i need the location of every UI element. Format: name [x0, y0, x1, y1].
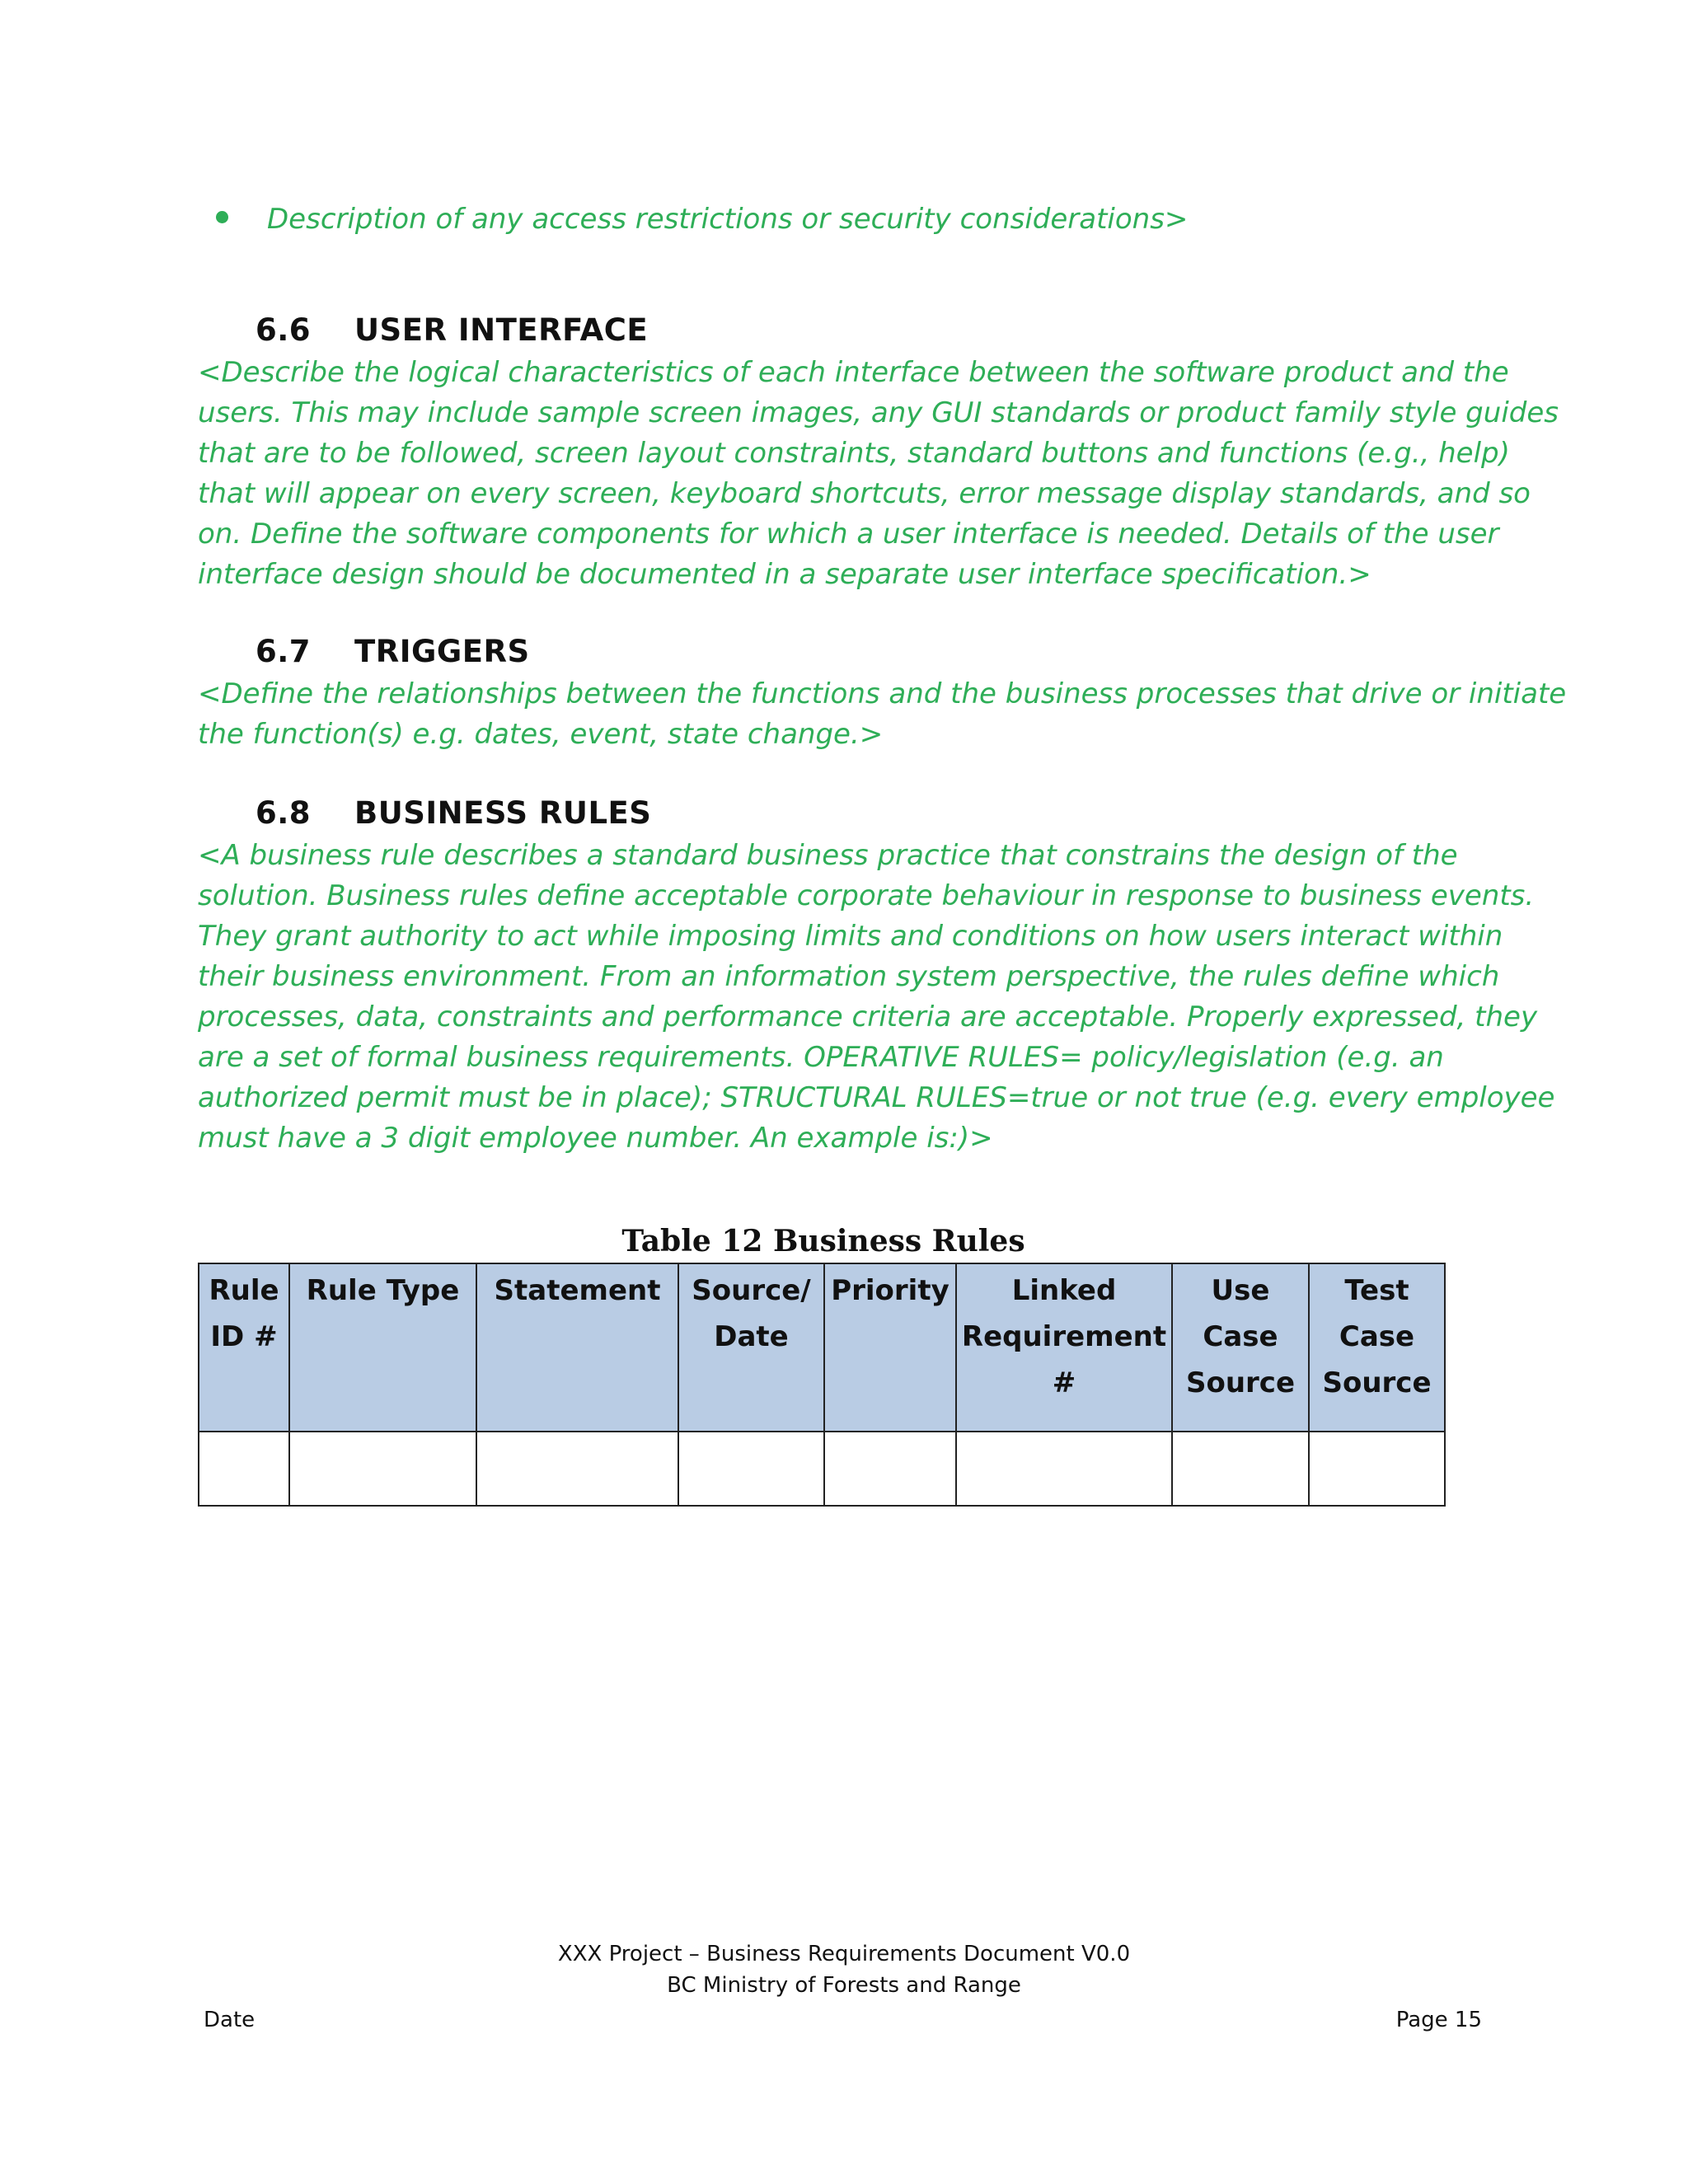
column-header-priority: Priority — [824, 1263, 956, 1432]
table-cell[interactable] — [476, 1432, 678, 1506]
table-cell[interactable] — [824, 1432, 956, 1506]
paragraph-line: the function(s) e.g. dates, event, state change.> — [198, 718, 884, 751]
table-cell[interactable] — [678, 1432, 824, 1506]
paragraph-line: processes, data, constraints and performance criteria are acceptable. Properly expressed, they — [198, 1001, 1538, 1033]
footer-document-title: XXX Project – Business Requirements Document V0.0 — [557, 1942, 1131, 1966]
footer-organization: BC Ministry of Forests and Range — [667, 1973, 1021, 1998]
column-header-rule-id: Rule ID # — [199, 1263, 289, 1432]
table-caption: Table 12 Business Rules — [621, 1224, 1025, 1258]
bullet-dot-icon — [216, 211, 228, 223]
paragraph-line: are a set of formal business requirements. OPERATIVE RULES= policy/legislation (e.g. an — [198, 1041, 1444, 1074]
section-title: USER INTERFACE — [354, 312, 649, 348]
paragraph-line: solution. Business rules define acceptable corporate behaviour in response to business events. — [198, 879, 1535, 912]
section-heading-triggers — [256, 633, 530, 671]
section-body-user-interface — [198, 353, 1559, 595]
table-cell[interactable] — [289, 1432, 476, 1506]
table-cell[interactable] — [956, 1432, 1172, 1506]
paragraph-line: <A business rule describes a standard business practice that constrains the design of the — [198, 839, 1458, 872]
section-number: 6.6 — [256, 312, 312, 348]
table-header-row — [199, 1263, 1445, 1432]
paragraph-line: <Describe the logical characteristics of each interface between the software product and the — [198, 356, 1509, 389]
footer-page-number: Page 15 — [1395, 2008, 1482, 2032]
paragraph-line: must have a 3 digit employee number. An example is:)> — [198, 1122, 993, 1155]
section-body-business-rules — [198, 836, 1555, 1159]
footer-date: Date — [204, 2008, 256, 2032]
paragraph-line: that will appear on every screen, keyboard shortcuts, error message display standards, and so — [198, 477, 1531, 510]
paragraph-line: that are to be followed, screen layout constraints, standard buttons and functions (e.g., help) — [198, 437, 1510, 470]
bullet-item — [216, 199, 1502, 242]
table-cell[interactable] — [1172, 1432, 1309, 1506]
paragraph-line: authorized permit must be in place); STRUCTURAL RULES=true or not true (e.g. every employee — [198, 1081, 1555, 1114]
paragraph-line: users. This may include sample screen images, any GUI standards or product family style guides — [198, 396, 1559, 429]
column-header-linked-requirement: Linked Requirement # — [956, 1263, 1172, 1432]
section-number: 6.8 — [256, 795, 312, 831]
column-header-test-case-source: Test Case Source — [1309, 1263, 1445, 1432]
section-heading-business-rules — [256, 794, 651, 832]
section-heading-user-interface — [256, 312, 648, 349]
section-number: 6.7 — [256, 634, 312, 669]
table-cell[interactable] — [199, 1432, 289, 1506]
table-cell[interactable] — [1309, 1432, 1445, 1506]
paragraph-line: <Define the relationships between the functions and the business processes that drive or initiate — [198, 677, 1567, 710]
paragraph-line: They grant authority to act while imposing limits and conditions on how users interact within — [198, 920, 1503, 953]
section-title: TRIGGERS — [354, 634, 530, 669]
paragraph-line: their business environment. From an information system perspective, the rules define which — [198, 960, 1500, 993]
business-rules-table — [198, 1263, 1446, 1507]
column-header-source-date: Source/ Date — [678, 1263, 824, 1432]
bullet-text: Description of any access restrictions or security considerations> — [267, 203, 1189, 236]
column-header-rule-type: Rule Type — [289, 1263, 476, 1432]
table-row — [199, 1432, 1445, 1506]
paragraph-line: interface design should be documented in a separate user interface specification.> — [198, 558, 1372, 591]
paragraph-line: on. Define the software components for which a user interface is needed. Details of the user — [198, 518, 1499, 551]
column-header-statement: Statement — [476, 1263, 678, 1432]
section-body-triggers — [198, 674, 1567, 755]
section-title: BUSINESS RULES — [354, 795, 652, 831]
column-header-use-case-source: Use Case Source — [1172, 1263, 1309, 1432]
